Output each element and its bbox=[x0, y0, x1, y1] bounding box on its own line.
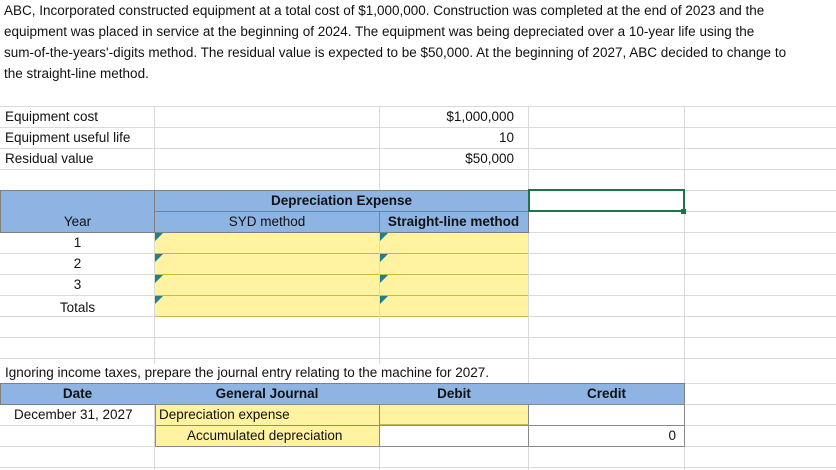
useful-life-label: Equipment useful life bbox=[5, 130, 131, 145]
input-marker-icon bbox=[380, 233, 388, 241]
journal-divider bbox=[379, 425, 685, 426]
gridline bbox=[0, 148, 836, 149]
residual-value-label: Residual value bbox=[5, 151, 94, 166]
sl-year-1-input[interactable] bbox=[380, 233, 528, 254]
syd-year-3-input[interactable] bbox=[155, 275, 379, 296]
gridline bbox=[0, 467, 836, 468]
gridline bbox=[0, 127, 836, 128]
input-marker-icon bbox=[380, 296, 388, 304]
debit-header: Debit bbox=[437, 386, 471, 401]
general-journal-header: General Journal bbox=[215, 386, 319, 401]
gridline bbox=[0, 106, 836, 107]
journal-account-1: Depreciation expense bbox=[159, 407, 290, 422]
gridline bbox=[0, 169, 836, 170]
fill-handle[interactable] bbox=[681, 209, 686, 214]
year-2: 2 bbox=[73, 256, 82, 271]
gridline bbox=[0, 358, 836, 359]
date-header: Date bbox=[62, 386, 93, 401]
gridline bbox=[0, 337, 836, 338]
journal-prompt: Ignoring income taxes, prepare the journal entry relating to the machine for 2027. bbox=[5, 364, 493, 382]
totals-label: Totals bbox=[59, 300, 96, 315]
problem-line: ABC, Incorporated constructed equipment at a total cost of $1,000,000. Construction was completed at the end of 2023 and the bbox=[4, 3, 765, 18]
residual-value-value[interactable]: $50,000 bbox=[465, 151, 514, 166]
problem-statement bbox=[4, 0, 832, 86]
equipment-cost-label: Equipment cost bbox=[5, 109, 99, 124]
straight-line-header: Straight-line method bbox=[387, 214, 520, 229]
input-marker-icon bbox=[155, 233, 163, 241]
problem-line: the straight-line method. bbox=[4, 66, 149, 81]
input-marker-icon bbox=[155, 296, 163, 304]
depreciation-expense-header: Depreciation Expense bbox=[270, 193, 413, 208]
problem-line: equipment was placed in service at the beginning of 2024. The equipment was being depreciated over a 10-year life using the bbox=[4, 24, 755, 39]
sl-year-3-input[interactable] bbox=[380, 275, 528, 296]
credit-2-value[interactable]: 0 bbox=[668, 428, 676, 443]
journal-date: December 31, 2027 bbox=[14, 407, 133, 422]
syd-year-2-input[interactable] bbox=[155, 254, 379, 275]
problem-line: sum-of-the-years'-digits method. The residual value is expected to be $50,000. At the beginning of 2027, ABC decided to change to bbox=[4, 45, 787, 60]
credit-header: Credit bbox=[586, 386, 626, 401]
sl-total-input[interactable] bbox=[380, 296, 528, 317]
sl-year-2-input[interactable] bbox=[380, 254, 528, 275]
useful-life-value[interactable]: 10 bbox=[498, 130, 514, 145]
input-marker-icon bbox=[155, 254, 163, 262]
selected-cell[interactable] bbox=[528, 189, 685, 212]
year-header: Year bbox=[63, 214, 92, 229]
year-3: 3 bbox=[73, 277, 82, 292]
input-marker-icon bbox=[155, 275, 163, 283]
input-marker-icon bbox=[380, 275, 388, 283]
syd-method-header: SYD method bbox=[228, 214, 306, 229]
year-1: 1 bbox=[73, 235, 82, 250]
syd-total-input[interactable] bbox=[155, 296, 379, 317]
input-marker-icon bbox=[380, 254, 388, 262]
equipment-cost-value[interactable]: $1,000,000 bbox=[446, 109, 514, 124]
journal-account-2: Accumulated depreciation bbox=[187, 428, 343, 443]
syd-year-1-input[interactable] bbox=[155, 233, 379, 254]
